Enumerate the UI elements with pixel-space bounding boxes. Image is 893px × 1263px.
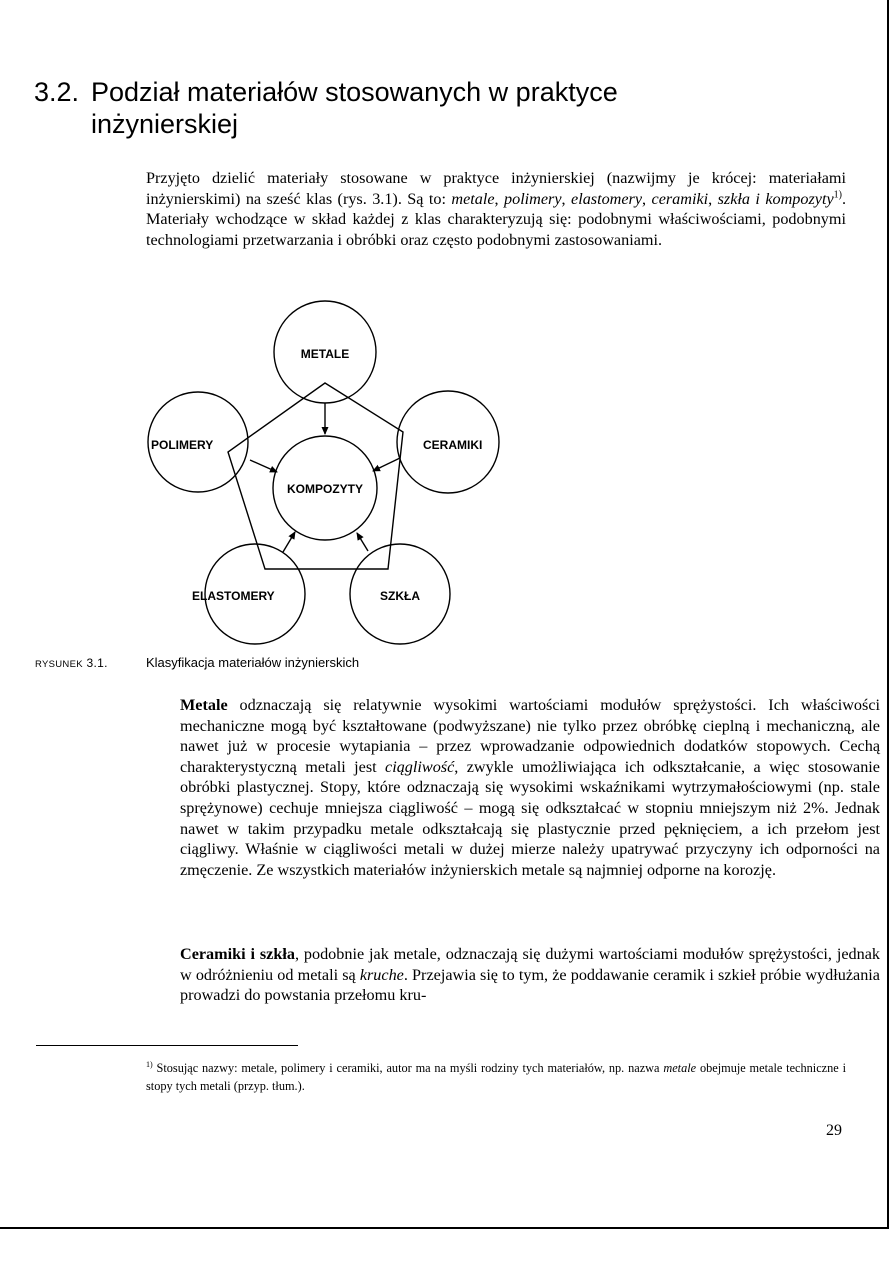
footnote-text-2: obejmuje metale techniczne i stopy tych metali (przyp. tłum.). (146, 1061, 846, 1094)
page-number: 29 (826, 1122, 842, 1139)
arrow-polimery-kompozyty (250, 460, 277, 472)
figure-label-word: RYSUNEK (35, 659, 83, 670)
metale-lead: Metale (180, 696, 228, 714)
label-metale: METALE (300, 347, 350, 361)
metale-text-2: , zwykle umożliwiająca ich odkształcanie, a więc stosowanie obróbki plastycznej. Stopy, które odznaczają się wysokimi wskaźnikami wytrzymałościowymi (np. stale sprężynowe) cechuje mniejsza ciągliwość – mogą się odkształcać w stopniu mniejszym niż 2%. Jednak nawet w takim przypadku metale odkształcają się plastycznie przed pęknięciem, a ich przełom jest ciągliwy. Właśnie w ciągliwości metali w dużej mierze należy upatrywać przyczyny ich odporności na zmęczenie. Ze wszystkich materiałów inżynierskich metale są najmniej odporne na korozję. (180, 757, 880, 879)
arrow-elastomery-kompozyty (283, 532, 295, 552)
term-szkla-kompozyty: szkła i kompozyty (717, 189, 834, 208)
footnote-rule (36, 1045, 298, 1046)
figure-number: 3.1. (86, 656, 108, 670)
section-heading (34, 76, 834, 140)
label-elastomery: ELASTOMERY (192, 589, 275, 603)
ceramiki-text-1: , podobnie jak metale, odznaczają się dużymi wartościami modułów sprężystości, jednak w odróżnieniu od metali są (180, 945, 880, 984)
materials-classification-diagram (140, 297, 520, 653)
label-ceramiki: CERAMIKI (423, 438, 483, 452)
ceramiki-text-2: . Przejawia się to tym, że poddawanie ceramik i szkieł próbie wydłużania prowadzi do powstania przełomu kru- (180, 965, 880, 1005)
intro-text-1: Przyjęto dzielić materiały stosowane w praktyce inżynierskiej (nazwijmy je krócej: materiałami inżynierskimi) na sześć klas (rys. 3.1). Są to: (146, 169, 846, 208)
section-title-line2: inżynierskiej (91, 109, 239, 139)
section-number: 3.2. (34, 77, 80, 107)
term-metale: metale (451, 189, 495, 208)
figure-caption: Klasyfikacja materiałów inżynierskich (146, 655, 360, 670)
page-right-edge (887, 0, 889, 1228)
footnote-italic: metale (663, 1061, 697, 1076)
figure-label (35, 656, 108, 670)
term-ciagliwosc: ciągliwość (385, 757, 455, 776)
section-title-line1: Podział materiałów stosowanych w praktyce (91, 77, 618, 107)
footnote-text-1: Stosując nazwy: metale, polimery i ceramiki, autor ma na myśli rodziny tych materiałów, np. nazwa (152, 1061, 664, 1076)
ceramiki-lead: Ceramiki i szkła (180, 945, 295, 963)
arrow-ceramiki-kompozyty (373, 458, 400, 471)
intro-paragraph: Przyjęto dzielić materiały stosowane w praktyce inżynierskiej (nazwijmy je krócej: materiałami inżynierskimi) na sześć klas (rys. 3.1). Są to: metale, polimery, elastomery, ceramiki, szkła i kompozyty$^{1)}$. Materiały wchodzące w skład każdej z klas charakteryzują się: podobnymi właściwościami, podobnymi technologiami przetwarzania i obróbki oraz często podobnymi zastosowaniami. (146, 169, 847, 249)
arrow-szkla-kompozyty (357, 533, 368, 551)
footnote (146, 1056, 846, 1095)
pentagon-outline (228, 383, 403, 569)
page-bottom-edge (0, 1227, 889, 1229)
label-kompozyty: KOMPOZYTY (286, 482, 364, 496)
metale-paragraph (146, 695, 880, 880)
metale-text-1: odznaczają się relatywnie wysokimi wartościami modułów sprężystości. Ich właściwości mechaniczne mogą być kształtowane (podwyższane) nie tylko przez obróbkę cieplną i mechaniczną, ale nawet już w procesie wytapiania – przez wprowadzanie odpowiednich dodatków stopowych. Cechą charakterystyczną metali jest (180, 696, 880, 776)
intro-text-2: . Materiały wchodzące w skład każdej z klas charakteryzują się: podobnymi właściwościami, podobnymi technologiami przetwarzania i obróbki oraz często podobnymi zastosowaniami. (146, 189, 847, 249)
term-kruche: kruche (359, 965, 404, 984)
footnote-reference: 1) (833, 189, 842, 201)
label-polimery: POLIMERY (151, 438, 214, 452)
label-szkla: SZKŁA (380, 589, 420, 603)
term-elastomery: elastomery (571, 189, 643, 208)
term-polimery: polimery (504, 189, 562, 208)
footnote-mark: 1) (146, 1060, 153, 1069)
ceramiki-paragraph (146, 944, 880, 1006)
term-ceramiki: ceramiki (651, 189, 709, 208)
